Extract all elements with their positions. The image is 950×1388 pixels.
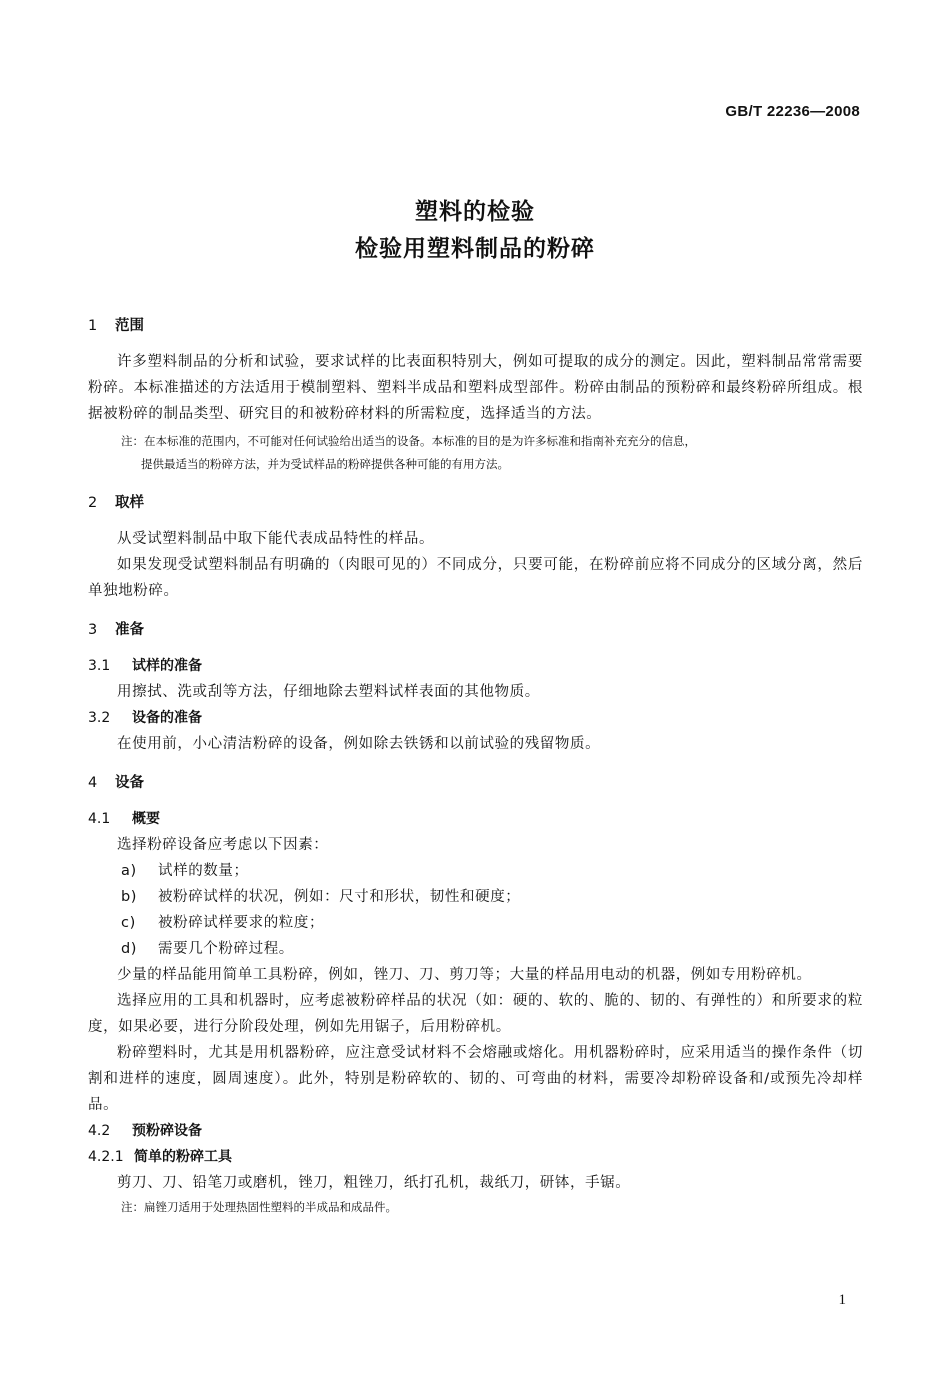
- general-paragraph-2: 选择应用的工具和机器时，应考虑被粉碎样品的状况（如：硬的、软的、脆的、韧的、有弹性的）和所要求的粒度，如果必要，进行分阶段处理，例如先用锯子，后用粉碎机。: [88, 993, 863, 1035]
- subsection-4-2-heading: [88, 1118, 863, 1144]
- subsection-number: 4.1: [88, 811, 111, 827]
- section-title: 范围: [115, 318, 144, 334]
- note-line-1: 注：在本标准的范围内，不可能对任何试验给出适当的设备。本标准的目的是为许多标准和指南补充充分的信息，: [121, 434, 696, 448]
- sampling-paragraph-1: 从受试塑料制品中取下能代表成品特性的样品。: [117, 531, 435, 547]
- title-line-2: 检验用塑料制品的粉碎: [355, 236, 595, 262]
- subsection-title: 预粉碎设备: [132, 1123, 202, 1139]
- list-text: 被粉碎试样要求的粒度；: [158, 915, 325, 931]
- general-intro: 选择粉碎设备应考虑以下因素：: [117, 837, 329, 853]
- subsection-3-2-heading: [88, 705, 863, 731]
- list-marker: b): [121, 889, 138, 905]
- section-1-heading: [88, 315, 863, 337]
- scope-paragraph: 许多塑料制品的分析和试验，要求试样的比表面积特别大，例如可提取的成分的测定。因此，塑料制品常常需要粉碎。本标准描述的方法适用于模制塑料、塑料半成品和塑料成型部件。粉碎由制品的预粉碎和最终粉碎所组成。根据被粉碎的制品类型、研究目的和被粉碎材料的所需粒度，选择适当的方法。: [88, 354, 863, 422]
- list-item: [88, 910, 863, 936]
- section-title: 准备: [115, 622, 144, 638]
- subsection-title: 试样的准备: [132, 658, 202, 674]
- list-marker: a): [121, 863, 137, 879]
- section-title: 取样: [115, 495, 144, 511]
- section-number: 1: [88, 318, 98, 334]
- list-item: [88, 858, 863, 884]
- subsection-number: 3.2: [88, 710, 111, 726]
- section-number: 2: [88, 495, 98, 511]
- subsection-number: 4.2.1: [88, 1149, 124, 1165]
- equipment-prep-paragraph: 在使用前，小心清洁粉碎的设备，例如除去铁锈和以前试验的残留物质。: [117, 736, 601, 752]
- subsection-number: 4.2: [88, 1123, 111, 1139]
- list-marker: d): [121, 941, 138, 957]
- subsection-title: 设备的准备: [132, 710, 202, 726]
- subsection-number: 3.1: [88, 658, 111, 674]
- sampling-paragraph-2: 如果发现受试塑料制品有明确的（肉眼可见的）不同成分，只要可能，在粉碎前应将不同成分的区域分离，然后单独地粉碎。: [88, 557, 863, 599]
- section-number: 4: [88, 775, 98, 791]
- specimen-prep-paragraph: 用擦拭、洗或刮等方法，仔细地除去塑料试样表面的其他物质。: [117, 684, 540, 700]
- general-paragraph-3: 粉碎塑料时，尤其是用机器粉碎，应注意受试材料不会熔融或熔化。用机器粉碎时，应采用适当的操作条件（切割和进样的速度，圆周速度）。此外，特别是粉碎软的、韧的、可弯曲的材料，需要冷却粉碎设备和/或预先冷却样品。: [88, 1045, 863, 1113]
- section-4-heading: [88, 772, 863, 794]
- list-item: [88, 884, 863, 910]
- standard-code: GB/T 22236—2008: [725, 103, 860, 120]
- list-marker: c): [121, 915, 136, 931]
- section-number: 3: [88, 622, 98, 638]
- subsection-4-2-1-heading: [88, 1144, 863, 1170]
- list-text: 试样的数量；: [158, 863, 249, 879]
- subsection-3-1-heading: [88, 653, 863, 679]
- note-line-2: 提供最适当的粉碎方法，并为受试样品的粉碎提供各种可能的有用方法。: [141, 456, 509, 471]
- subsection-4-1-heading: [88, 806, 863, 832]
- page-number: 1: [838, 1292, 846, 1308]
- list-text: 需要几个粉碎过程。: [158, 941, 294, 957]
- section-2-heading: [88, 492, 863, 514]
- subsection-title: 简单的粉碎工具: [134, 1149, 232, 1165]
- tools-paragraph: 剪刀、刀、铅笔刀或磨机，锉刀，粗锉刀，纸打孔机，裁纸刀，研钵，手锯。: [117, 1175, 631, 1191]
- section-3-heading: [88, 619, 863, 641]
- document-body: [88, 315, 863, 1219]
- list-text: 被粉碎试样的状况，例如：尺寸和形状，韧性和硬度；: [158, 889, 521, 905]
- scope-note: [88, 430, 863, 475]
- subsection-title: 概要: [132, 811, 160, 827]
- tools-note: 注：扁锉刀适用于处理热固性塑料的半成品和成品件。: [121, 1200, 397, 1214]
- general-paragraph-1: 少量的样品能用简单工具粉碎，例如，锉刀、刀、剪刀等；大量的样品用电动的机器，例如专用粉碎机。: [117, 967, 812, 983]
- section-title: 设备: [115, 775, 144, 791]
- title-line-1: 塑料的检验: [415, 199, 535, 225]
- list-item: [88, 936, 863, 962]
